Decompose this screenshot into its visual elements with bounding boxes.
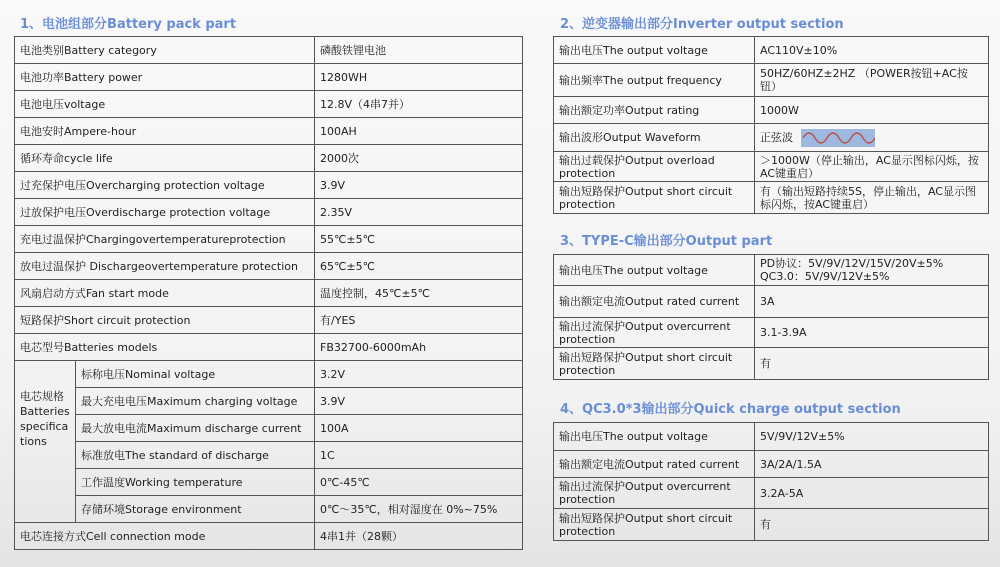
inverter-table bbox=[553, 36, 989, 214]
row-value: 3.1-3.9A bbox=[755, 318, 989, 348]
table-row bbox=[554, 182, 989, 214]
table-row bbox=[554, 451, 989, 478]
row-value: 磷酸铁锂电池 bbox=[315, 37, 523, 64]
table-row bbox=[15, 469, 523, 496]
table-row bbox=[15, 280, 523, 307]
row-value: 3.2A-5A bbox=[755, 478, 989, 509]
row-label: 短路保护Short circuit protection bbox=[15, 307, 315, 334]
table-row bbox=[15, 145, 523, 172]
row-label: 输出额定电流Output rated current bbox=[554, 286, 755, 318]
row-value: 1C bbox=[315, 442, 523, 469]
table-row bbox=[15, 253, 523, 280]
table-row bbox=[15, 388, 523, 415]
table-row bbox=[554, 64, 989, 97]
row-value: 3.9V bbox=[315, 388, 523, 415]
qc-table bbox=[553, 422, 989, 541]
row-label: 输出过流保护Output overcurrent protection bbox=[554, 318, 755, 348]
row-label: 电芯型号Batteries models bbox=[15, 334, 315, 361]
row-label: 输出过流保护Output overcurrent protection bbox=[554, 478, 755, 509]
row-value: 有 bbox=[755, 348, 989, 380]
row-label: 最大放电电流Maximum discharge current bbox=[76, 415, 315, 442]
table-row bbox=[554, 509, 989, 541]
row-label: 输出波形Output Waveform bbox=[554, 124, 755, 152]
row-value: 100AH bbox=[315, 118, 523, 145]
row-label: 过充保护电压Overcharging protection voltage bbox=[15, 172, 315, 199]
row-label: 工作温度Working temperature bbox=[76, 469, 315, 496]
row-label: 输出短路保护Output short circuit protection bbox=[554, 182, 755, 214]
row-label: 输出额定电流Output rated current bbox=[554, 451, 755, 478]
row-value: 3.2V bbox=[315, 361, 523, 388]
table-row bbox=[554, 255, 989, 286]
row-value: 0℃～35℃，相对湿度在 0%~75% bbox=[315, 496, 523, 523]
row-value: 有（输出短路持续5S，停止输出，AC显示图标闪烁，按AC键重启） bbox=[755, 182, 989, 214]
row-value-waveform bbox=[755, 124, 989, 152]
table-row bbox=[15, 199, 523, 226]
table-row bbox=[554, 152, 989, 182]
row-value: 4串1并（28颗） bbox=[315, 523, 523, 550]
row-value: ＞1000W（停止输出，AC显示图标闪烁，按AC键重启） bbox=[755, 152, 989, 182]
table-row bbox=[15, 118, 523, 145]
row-label: 最大充电电压Maximum charging voltage bbox=[76, 388, 315, 415]
waveform-value: 正弦波 bbox=[760, 130, 793, 144]
table-row bbox=[554, 318, 989, 348]
table-row bbox=[15, 37, 523, 64]
row-label: 电池电压voltage bbox=[15, 91, 315, 118]
table-row bbox=[554, 97, 989, 124]
row-value: 100A bbox=[315, 415, 523, 442]
table-row bbox=[15, 172, 523, 199]
row-value: 12.8V（4串7并） bbox=[315, 91, 523, 118]
row-value: 3A/2A/1.5A bbox=[755, 451, 989, 478]
row-label: 输出过载保护Output overload protection bbox=[554, 152, 755, 182]
battery-table bbox=[14, 36, 523, 550]
table-row bbox=[15, 523, 523, 550]
table-row bbox=[15, 415, 523, 442]
row-value: 2.35V bbox=[315, 199, 523, 226]
qc-section-title: 4、QC3.0*3输出部分Quick charge output section bbox=[560, 402, 901, 417]
table-row bbox=[554, 423, 989, 451]
table-row bbox=[554, 478, 989, 509]
row-value bbox=[755, 255, 989, 286]
row-label: 输出短路保护Output short circuit protection bbox=[554, 348, 755, 380]
row-label: 循环寿命cycle life bbox=[15, 145, 315, 172]
row-value: 1000W bbox=[755, 97, 989, 124]
value-line: QC3.0：5V/9V/12V±5% bbox=[760, 270, 890, 283]
row-label: 输出电压The output voltage bbox=[554, 423, 755, 451]
row-label: 标称电压Nominal voltage bbox=[76, 361, 315, 388]
row-value: 55℃±5℃ bbox=[315, 226, 523, 253]
row-value: 65℃±5℃ bbox=[315, 253, 523, 280]
battery-section-title: 1、电池组部分Battery pack part bbox=[20, 17, 237, 32]
table-row bbox=[15, 334, 523, 361]
row-value: 1280WH bbox=[315, 64, 523, 91]
table-row bbox=[15, 307, 523, 334]
table-row bbox=[554, 348, 989, 380]
row-label: 输出额定功率Output rating bbox=[554, 97, 755, 124]
table-row bbox=[15, 91, 523, 118]
row-value: 有/YES bbox=[315, 307, 523, 334]
row-value: 2000次 bbox=[315, 145, 523, 172]
typec-section-title: 3、TYPE-C输出部分Output part bbox=[560, 234, 773, 249]
row-value: AC110V±10% bbox=[755, 37, 989, 64]
table-row bbox=[15, 64, 523, 91]
table-row bbox=[554, 37, 989, 64]
row-label: 放电过温保护 Dischargeovertemperature protection bbox=[15, 253, 315, 280]
row-label: 电芯连接方式Cell connection mode bbox=[15, 523, 315, 550]
table-row bbox=[15, 226, 523, 253]
sine-wave-icon bbox=[801, 129, 875, 147]
row-label: 过放保护电压Overdischarge protection voltage bbox=[15, 199, 315, 226]
row-label: 存储环境Storage environment bbox=[76, 496, 315, 523]
table-row bbox=[554, 124, 989, 152]
row-value: 3.9V bbox=[315, 172, 523, 199]
value-line: PD协议：5V/9V/12V/15V/20V±5% bbox=[760, 257, 944, 270]
table-row bbox=[15, 442, 523, 469]
inverter-section-title: 2、逆变器输出部分Inverter output section bbox=[560, 17, 844, 32]
table-row bbox=[15, 496, 523, 523]
row-label: 电池功率Battery power bbox=[15, 64, 315, 91]
typec-table bbox=[553, 254, 989, 380]
table-row bbox=[15, 361, 523, 388]
row-value: 5V/9V/12V±5% bbox=[755, 423, 989, 451]
row-label: 输出短路保护Output short circuit protection bbox=[554, 509, 755, 541]
row-value: 有 bbox=[755, 509, 989, 541]
row-value: 3A bbox=[755, 286, 989, 318]
row-label: 标准放电The standard of discharge bbox=[76, 442, 315, 469]
row-label: 输出频率The output frequency bbox=[554, 64, 755, 97]
row-label: 电池类别Battery category bbox=[15, 37, 315, 64]
row-label: 输出电压The output voltage bbox=[554, 37, 755, 64]
row-label: 电池安时Ampere-hour bbox=[15, 118, 315, 145]
row-value: 温度控制，45℃±5℃ bbox=[315, 280, 523, 307]
row-value: FB32700-6000mAh bbox=[315, 334, 523, 361]
row-value: 0℃-45℃ bbox=[315, 469, 523, 496]
cells-group-label: 电芯规格Batteries specifications bbox=[15, 361, 76, 523]
row-label: 风扇启动方式Fan start mode bbox=[15, 280, 315, 307]
row-value: 50HZ/60HZ±2HZ （POWER按钮+AC按钮） bbox=[755, 64, 989, 97]
table-row bbox=[554, 286, 989, 318]
row-label: 充电过温保护Chargingovertemperatureprotection bbox=[15, 226, 315, 253]
row-label: 输出电压The output voltage bbox=[554, 255, 755, 286]
